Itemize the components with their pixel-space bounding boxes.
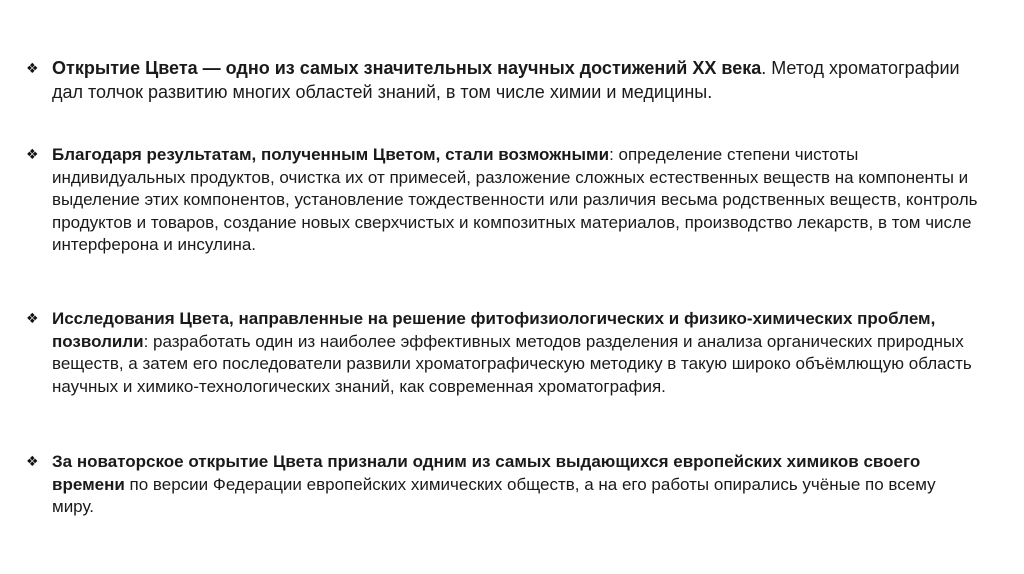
bullet-1-text — [52, 56, 982, 104]
bullet-4-rest: по версии Федерации европейских химических обществ, а на его работы опирались учёные по всему миру. — [52, 474, 936, 516]
bullet-3-text — [52, 308, 982, 398]
bullet-1-rest: . Метод хроматографии дал толчок развитию многих областей знаний, в том числе химии и медицины. — [52, 58, 960, 102]
bullet-2-lead: Благодаря результатам, полученным Цветом, стали возможными — [52, 145, 610, 164]
bullet-4-lead: За новаторское открытие Цвета признали одним из самых выдающихся европейских химиков своего времени — [52, 452, 921, 494]
bullet-1-lead: Открытие Цвета — одно из самых значительных научных достижений XX века — [52, 58, 762, 78]
diamond-bullet-icon: ❖ — [26, 454, 39, 470]
bullet-4-text — [52, 451, 982, 519]
bullet-2-text — [52, 144, 982, 257]
bullet-3-rest: : разработать один из наиболее эффективных методов разделения и анализа органических природных веществ, а затем его последователи развили хроматографическую методику в такую широко объёмлющую область научных и химико-технологических знаний, как современная хроматография. — [52, 331, 972, 396]
bullet-3-lead: Исследования Цвета, направленные на решение фитофизиологических и физико-химических проблем, позволили — [52, 309, 936, 351]
bullet-2 — [22, 144, 982, 257]
bullet-1 — [22, 56, 982, 104]
diamond-bullet-icon: ❖ — [26, 311, 39, 327]
bullet-4 — [22, 451, 982, 519]
diamond-bullet-icon: ❖ — [26, 61, 39, 77]
bullet-3 — [22, 308, 982, 398]
diamond-bullet-icon: ❖ — [26, 147, 39, 163]
bullet-2-rest: : определение степени чистоты индивидуальных продуктов, очистка их от примесей, разложение сложных естественных веществ на компоненты и выделение этих компонентов, установление тождественности или различия весьма родственных веществ, контроль продуктов и товаров, создание новых сверхчистых и композитных материалов, производство лекарств, в том числе интерферона и инсулина. — [52, 145, 978, 254]
